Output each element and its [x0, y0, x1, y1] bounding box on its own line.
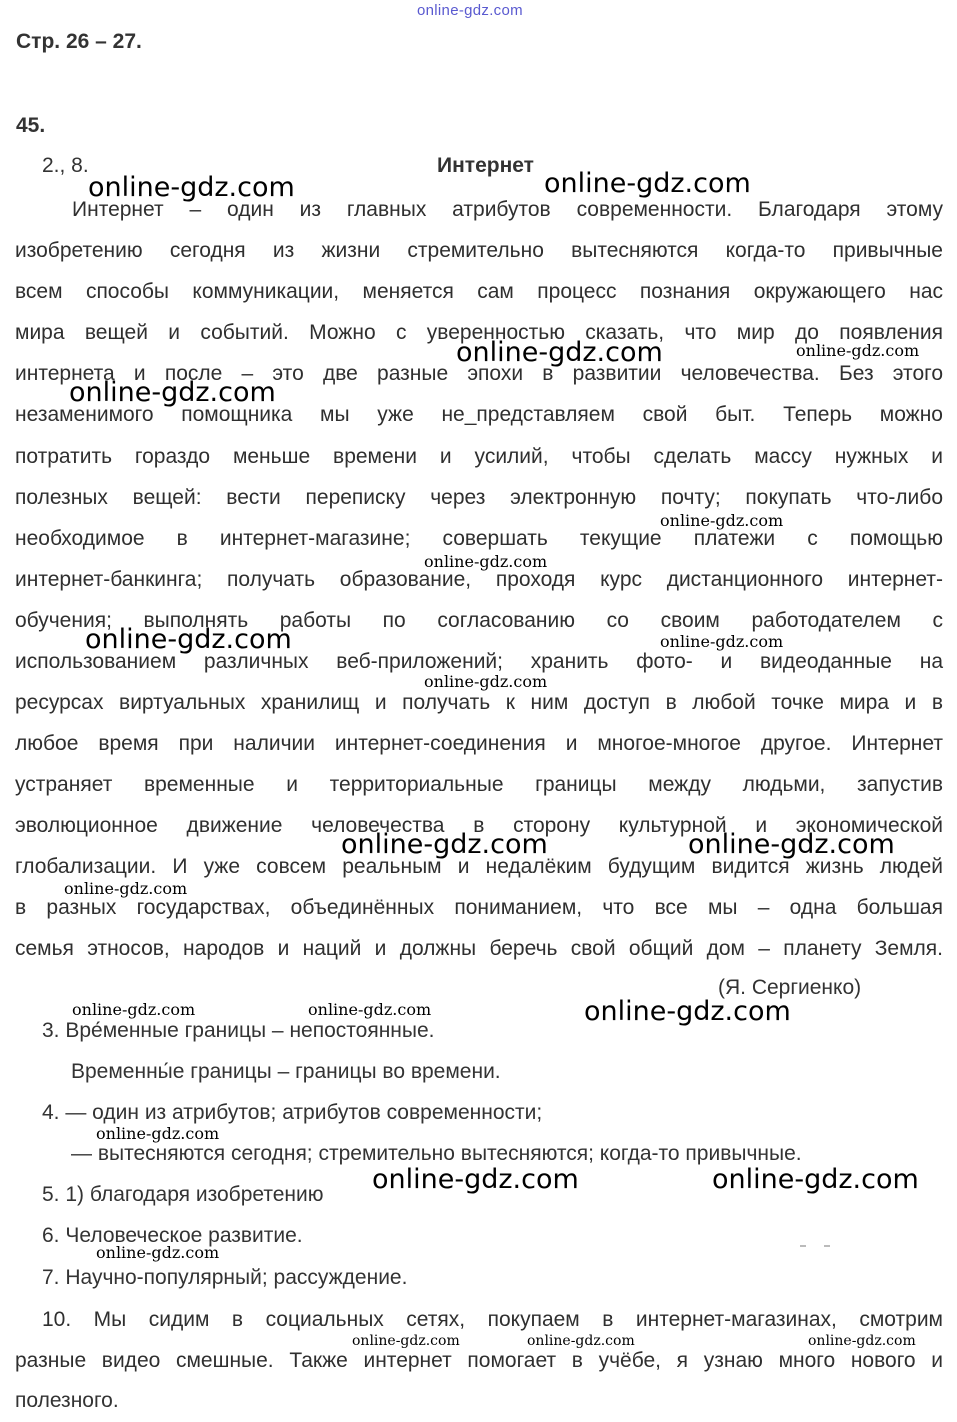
watermark: online-gdz.com [712, 1164, 919, 1195]
watermark: online-gdz.com [544, 168, 751, 199]
watermark: online-gdz.com [424, 552, 548, 571]
text-line: обучения; выполнять работы по согласованию со своим работодателем с [15, 609, 943, 632]
answer-10-line-3: полезного. [15, 1389, 119, 1412]
text-line: интернета и после – это две разные эпохи в развитии человечества. Без этого [15, 362, 943, 385]
text-line: ресурсах виртуальных хранилищ и получать к ним доступ в любой точке мира и в [15, 691, 943, 714]
watermark: online-gdz.com [96, 1124, 220, 1143]
watermark: online-gdz.com [808, 1333, 916, 1349]
watermark: online-gdz.com [424, 672, 548, 691]
answer-10-line-1: 10. Мы сидим в социальных сетях, покупаем в интернет-магазинах, смотрим [42, 1308, 943, 1331]
answer-10-line-2: разные видео смешные. Также интернет помогает в учёбе, я узнаю много нового и [15, 1349, 943, 1372]
text-line: всем способы коммуникации, меняется сам процесс познания окружающего нас [15, 280, 943, 303]
text-line: семья этносов, народов и наций и должны беречь свой общий дом – планету Земля. [15, 937, 943, 960]
answer-4-line-1: 4. — один из атрибутов; атрибутов современности; [42, 1101, 543, 1124]
watermark: online-gdz.com [352, 1333, 460, 1349]
text-line: мира вещей и событий. Можно с уверенностью сказать, что мир до появления [15, 321, 943, 344]
text-line: интернет-банкинга; получать образование, проходя курс дистанционного интернет- [15, 568, 943, 591]
watermark: online-gdz.com [96, 1243, 220, 1262]
answer-3-line-2: Временны́е границы – границы во времени. [71, 1060, 501, 1083]
scan-mark [800, 1245, 806, 1247]
watermark: online-gdz.com [72, 1000, 196, 1019]
watermark: online-gdz.com [660, 632, 784, 651]
subtask-numbers: 2., 8. [42, 154, 89, 177]
watermark: online-gdz.com [527, 1333, 635, 1349]
watermark: online-gdz.com [64, 879, 188, 898]
answer-4-line-2: — вытесняются сегодня; стремительно вытесняются; когда-то привычные. [71, 1142, 802, 1165]
watermark: online-gdz.com [584, 996, 791, 1027]
text-line: полезных вещей: вести переписку через электронную почту; покупать что-либо [15, 486, 943, 509]
text-line: необходимое в интернет-магазине; совершать текущие платежи с помощью [15, 527, 943, 550]
watermark: online-gdz.com [688, 829, 895, 860]
watermark: online-gdz.com [69, 377, 276, 408]
text-line: потратить гораздо меньше времени и усилий, чтобы сделать массу нужных и [15, 445, 943, 468]
watermark: online-gdz.com [372, 1164, 579, 1195]
answer-5: 5. 1) благодаря изобретению [42, 1183, 324, 1206]
text-line: использованием различных веб-приложений; хранить фото- и видеоданные на [15, 650, 943, 673]
text-line: в разных государствах, объединённых пониманием, что все мы – одна большая [15, 896, 943, 919]
scan-mark [824, 1245, 830, 1247]
text-line: любое время при наличии интернет-соединения и многое-многое другое. Интернет [15, 732, 943, 755]
text-line: глобализации. И уже совсем реальным и недалёким будущим видится жизнь людей [15, 855, 943, 878]
text-line: эволюционное движение человечества в сторону культурной и экономической [15, 814, 943, 837]
text-line: изобретению сегодня из жизни стремительно вытесняются когда-то привычные [15, 239, 943, 262]
watermark: online-gdz.com [341, 829, 548, 860]
watermark: online-gdz.com [308, 1000, 432, 1019]
answer-3-line-1: 3. Вре́менные границы – непостоянные. [42, 1019, 435, 1042]
text-title: Интернет [437, 154, 534, 177]
author-signature: (Я. Сергиенко) [718, 976, 862, 999]
watermark: online-gdz.com [85, 624, 292, 655]
watermark: online-gdz.com [660, 511, 784, 530]
answer-7: 7. Научно-популярный; рассуждение. [42, 1266, 408, 1289]
page-reference: Стр. 26 – 27. [16, 30, 142, 53]
answer-6: 6. Человеческое развитие. [42, 1224, 303, 1247]
task-number: 45. [16, 114, 46, 137]
watermark: online-gdz.com [456, 337, 663, 368]
watermark: online-gdz.com [796, 341, 920, 360]
text-line: Интернет – один из главных атрибутов современности. Благодаря этому [72, 198, 943, 221]
watermark: online-gdz.com [88, 172, 295, 203]
text-line: устраняет временные и территориальные границы между людьми, запустив [15, 773, 943, 796]
text-line: незаменимого помощника мы уже не_представляем свой быт. Теперь можно [15, 403, 943, 426]
watermark-top: online-gdz.com [417, 2, 523, 19]
